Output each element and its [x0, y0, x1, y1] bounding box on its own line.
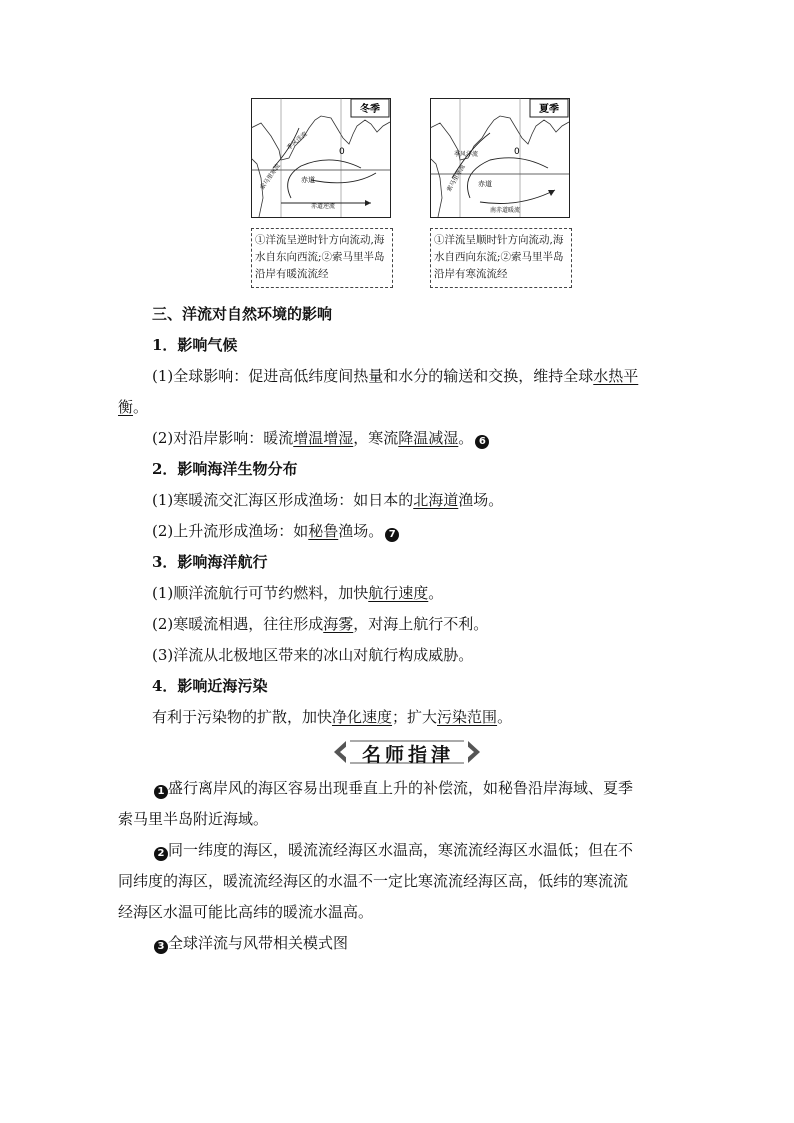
note-2-line-2: 同纬度的海区，暖流流经海区的水温不一定比寒流流经海区高，低纬的寒流流: [118, 872, 629, 890]
note-1-line-1: 1 盛行离岸风的海区容易出现垂直上升的补偿流，如秘鲁沿岸海域、夏季: [152, 778, 712, 799]
summer-current-map: [430, 98, 570, 218]
climate-paragraph-1-cont: 衡。: [118, 398, 149, 416]
note-marker-1: 1: [154, 785, 168, 799]
note-marker-3: 3: [154, 940, 168, 954]
section-heading: 三、洋流对自然环境的影响: [152, 305, 333, 323]
tips-banner: [332, 738, 482, 766]
summer-season-label: 夏季: [539, 104, 559, 115]
note-2-line-1: 2 同一纬度的海区，暖流流经海区水温高，寒流流经海区水温低；但在不: [152, 840, 712, 861]
subsection-title-climate: 1．影响气候: [152, 336, 238, 354]
summer-zero-label: 0: [514, 147, 520, 157]
summer-map-caption: ①洋流呈顺时针方向流动,海水自西向东流;②索马里半岛沿岸有寒流流经: [430, 228, 572, 288]
summer-monsoon-label: 季风洋流: [454, 151, 479, 158]
navigation-paragraph-1: (1)顺洋流航行可节约燃料，加快航行速度。: [152, 584, 444, 602]
pollution-paragraph: 有利于污染物的扩散，加快净化速度；扩大污染范围。: [152, 708, 513, 726]
note-1-line-2: 索马里半岛附近海域。: [118, 810, 269, 828]
note-marker-2: 2: [154, 847, 168, 861]
monsoon-current-maps: [251, 98, 573, 288]
subsection-title-pollution: 4．影响近海污染: [152, 677, 268, 695]
note-marker-7: 7: [385, 528, 399, 542]
winter-season-label: 冬季: [360, 104, 380, 115]
summer-somali-label: 索马里寒流: [445, 163, 467, 193]
winter-monsoon-label: 季风洋流: [285, 130, 309, 152]
climate-paragraph-2: (2)对沿岸影响：暖流增温增湿，寒流降温减湿。 6: [152, 428, 712, 449]
summer-map-block: [430, 98, 570, 288]
subsection-title-navigation: 3．影响海洋航行: [152, 553, 268, 571]
winter-map-caption: ①洋流呈逆时针方向流动,海水自东向西流;②索马里半岛沿岸有暖流流经: [251, 228, 393, 288]
note-marker-6: 6: [475, 435, 489, 449]
winter-counter-label: 赤道逆流: [311, 203, 336, 210]
climate-paragraph-1: (1)全球影响：促进高低纬度间热量和水分的输送和交换，维持全球水热平: [152, 367, 639, 385]
winter-somali-label: 索马里寒流: [258, 162, 282, 192]
navigation-paragraph-3: (3)洋流从北极地区带来的冰山对航行构成威胁。: [152, 646, 474, 664]
winter-equator-label: 赤道: [301, 176, 315, 184]
navigation-paragraph-2: (2)寒暖流相遇，往往形成海雾，对海上航行不利。: [152, 615, 489, 633]
summer-counter-label: 南赤道暖流: [490, 207, 521, 214]
winter-map-block: [251, 98, 391, 288]
subsection-title-biology: 2．影响海洋生物分布: [152, 460, 298, 478]
biology-paragraph-1: (1)寒暖流交汇海区形成渔场：如日本的北海道渔场。: [152, 491, 504, 509]
banner-title: 名师指津: [361, 744, 454, 766]
winter-zero-label: 0: [339, 147, 345, 157]
winter-current-map: [251, 98, 391, 218]
biology-paragraph-2: (2)上升流形成渔场：如秘鲁渔场。 7: [152, 521, 712, 542]
note-3: 3 全球洋流与风带相关模式图: [152, 933, 712, 954]
summer-equator-label: 赤道: [478, 180, 492, 188]
note-2-line-3: 经海区水温可能比高纬的暖流水温高。: [118, 903, 374, 921]
